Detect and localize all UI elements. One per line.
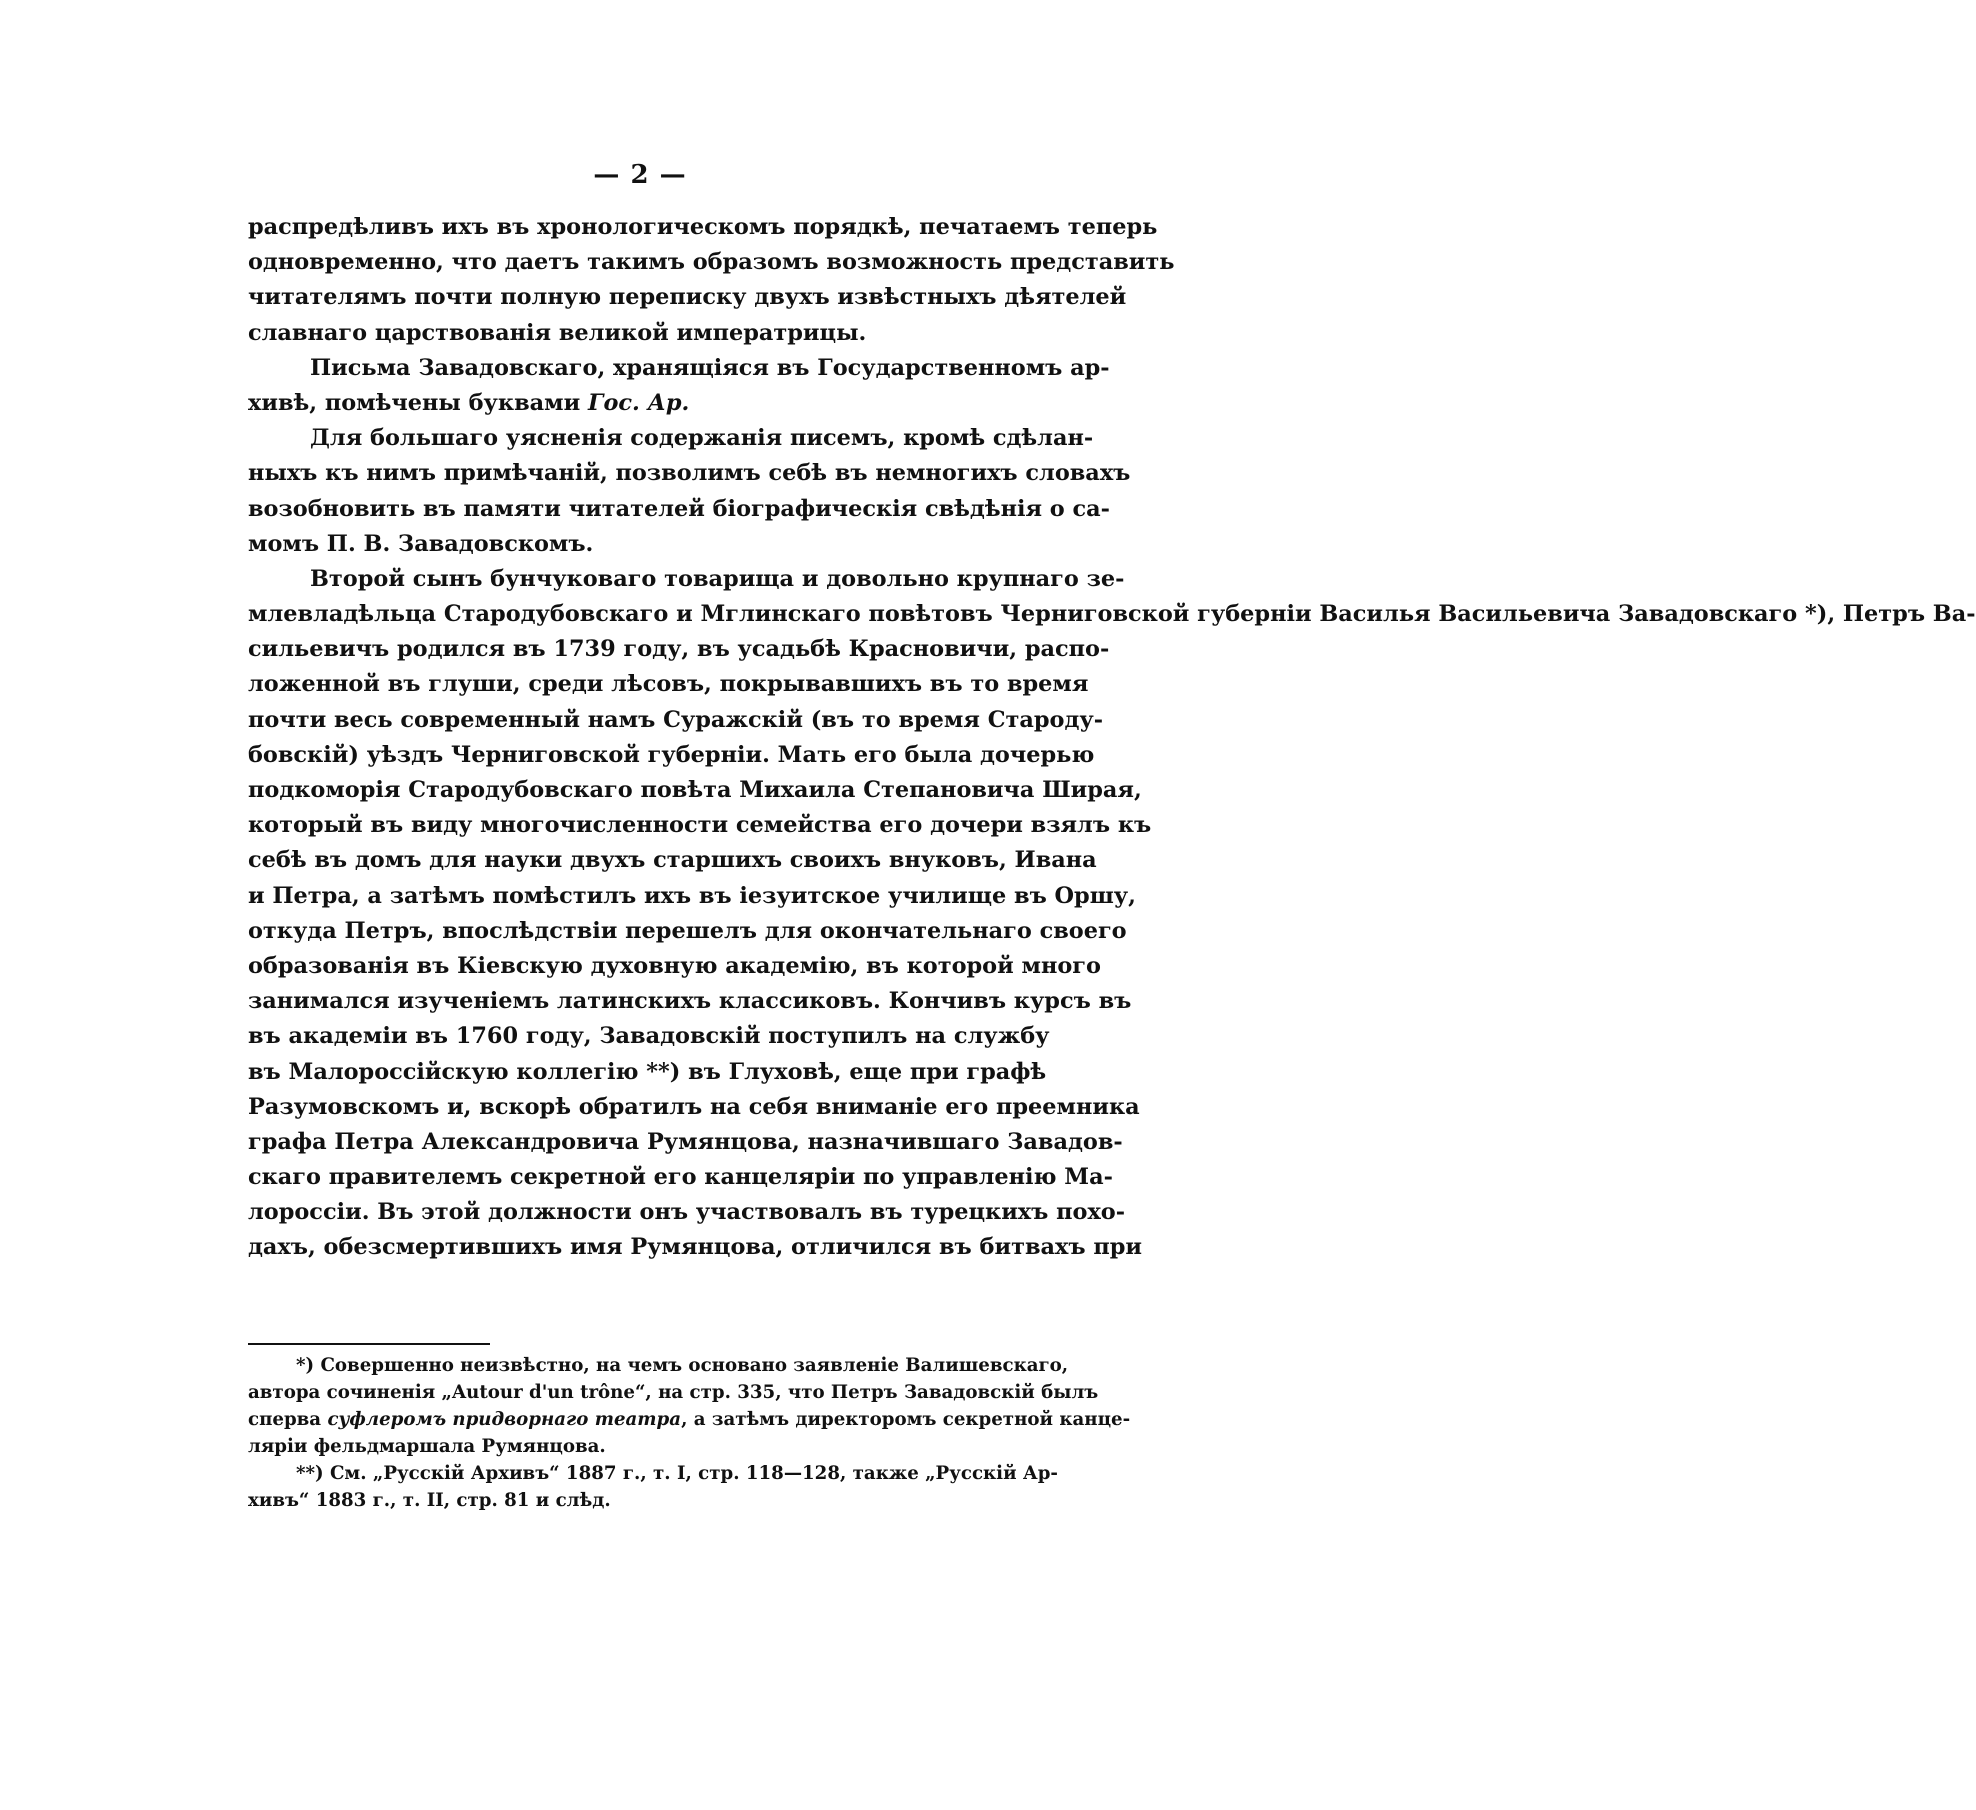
text-line: одновременно, что даетъ такимъ образомъ возможность представить bbox=[248, 249, 1175, 276]
text-line: бовскій) уѣздъ Черниговской губерніи. Мать его была дочерью bbox=[248, 741, 1095, 768]
footnote-line bbox=[248, 1406, 1131, 1433]
footnote-fragment: , а затѣмъ директоромъ секретной канце- bbox=[681, 1409, 1131, 1430]
archive-abbreviation: Гос. Ар. bbox=[587, 389, 690, 416]
text-line: ныхъ къ нимъ примѣчаній, позволимъ себѣ въ немногихъ словахъ bbox=[248, 460, 1131, 487]
text-line: занимался изученіемъ латинскихъ классиковъ. Кончивъ курсъ въ bbox=[248, 988, 1132, 1015]
text-line: дахъ, обезсмертившихъ имя Румянцова, отличился въ битвахъ при bbox=[248, 1234, 1142, 1261]
footnote-line: *) Совершенно неизвѣстно, на чемъ основано заявленіе Валишевскаго, bbox=[296, 1355, 1069, 1376]
text-line: Для большаго уясненія содержанія писемъ, кромѣ сдѣлан- bbox=[310, 425, 1094, 452]
text-line: читателямъ почти полную переписку двухъ извѣстныхъ дѣятелей bbox=[248, 284, 1127, 311]
text-line: момъ П. В. Завадовскомъ. bbox=[248, 530, 594, 557]
footnote-line: **) См. „Русскій Архивъ“ 1887 г., т. I, стр. 118—128, также „Русскій Ар- bbox=[296, 1463, 1058, 1484]
footnote-line: ляріи фельдмаршала Румянцова. bbox=[248, 1436, 606, 1457]
text-line: почти весь современный намъ Суражскій (въ то время Староду- bbox=[248, 706, 1104, 733]
text-line: Письма Завадовскаго, хранящіяся въ Государственномъ ар- bbox=[310, 354, 1110, 381]
text-line: откуда Петръ, впослѣдствіи перешелъ для окончательнаго своего bbox=[248, 917, 1127, 944]
page-number: — 2 — bbox=[593, 160, 687, 190]
text-line: въ академіи въ 1760 году, Завадовскій поступилъ на службу bbox=[248, 1023, 1050, 1050]
text-line: себѣ въ домъ для науки двухъ старшихъ своихъ внуковъ, Ивана bbox=[248, 847, 1097, 874]
text-fragment: хивѣ, помѣчены буквами bbox=[248, 389, 588, 416]
text-line bbox=[248, 386, 1038, 421]
text-line: въ Малороссійскую коллегію **) въ Глуховѣ, еще при графѣ bbox=[248, 1058, 1047, 1085]
footnote-line: автора сочиненія „Autour d'un trône“, на стр. 335, что Петръ Завадовскій былъ bbox=[248, 1382, 1099, 1403]
text-line: лороссіи. Въ этой должности онъ участвовалъ въ турецкихъ похо- bbox=[248, 1199, 1126, 1226]
footnotes bbox=[248, 1352, 1131, 1514]
text-line: Разумовскомъ и, вскорѣ обратилъ на себя вниманіе его преемника bbox=[248, 1093, 1140, 1120]
body-text bbox=[248, 210, 1976, 1266]
text-line: сильевичъ родился въ 1739 году, въ усадьбѣ Красновичи, распо- bbox=[248, 636, 1110, 663]
text-line: и Петра, а затѣмъ помѣстилъ ихъ въ іезуитское училище въ Оршу, bbox=[248, 882, 1136, 909]
text-line: скаго правителемъ секретной его канцеляріи по управленію Ма- bbox=[248, 1164, 1113, 1191]
footnote-italic: суфлеромъ придворнаго театра bbox=[327, 1409, 682, 1430]
text-line: распредѣливъ ихъ въ хронологическомъ порядкѣ, печатаемъ теперь bbox=[248, 214, 1158, 240]
footnote-divider bbox=[248, 1343, 490, 1345]
text-line: возобновить въ памяти читателей біографическія свѣдѣнія о са- bbox=[248, 495, 1110, 522]
text-line: который въ виду многочисленности семейства его дочери взялъ къ bbox=[248, 812, 1152, 839]
text-line: млевладѣльца Стародубовскаго и Мглинскаго повѣтовъ Черниговской губерніи Василья Васильевича Завадовскаго *), Петръ Ва- bbox=[248, 601, 1976, 628]
footnote-fragment: сперва bbox=[248, 1409, 328, 1430]
text-line: Второй сынъ бунчуковаго товарища и довольно крупнаго зе- bbox=[310, 565, 1125, 592]
text-line: образованія въ Кіевскую духовную академію, въ которой много bbox=[248, 952, 1101, 979]
text-line: графа Петра Александровича Румянцова, назначившаго Завадов- bbox=[248, 1128, 1123, 1155]
text-line: славнаго царствованія великой императрицы. bbox=[248, 319, 867, 346]
text-line: ложенной въ глуши, среди лѣсовъ, покрывавшихъ въ то время bbox=[248, 671, 1089, 698]
text-line: подкоморія Стародубовскаго повѣта Михаила Степановича Ширая, bbox=[248, 777, 1142, 803]
footnote-line: хивъ“ 1883 г., т. II, стр. 81 и слѣд. bbox=[248, 1490, 611, 1511]
